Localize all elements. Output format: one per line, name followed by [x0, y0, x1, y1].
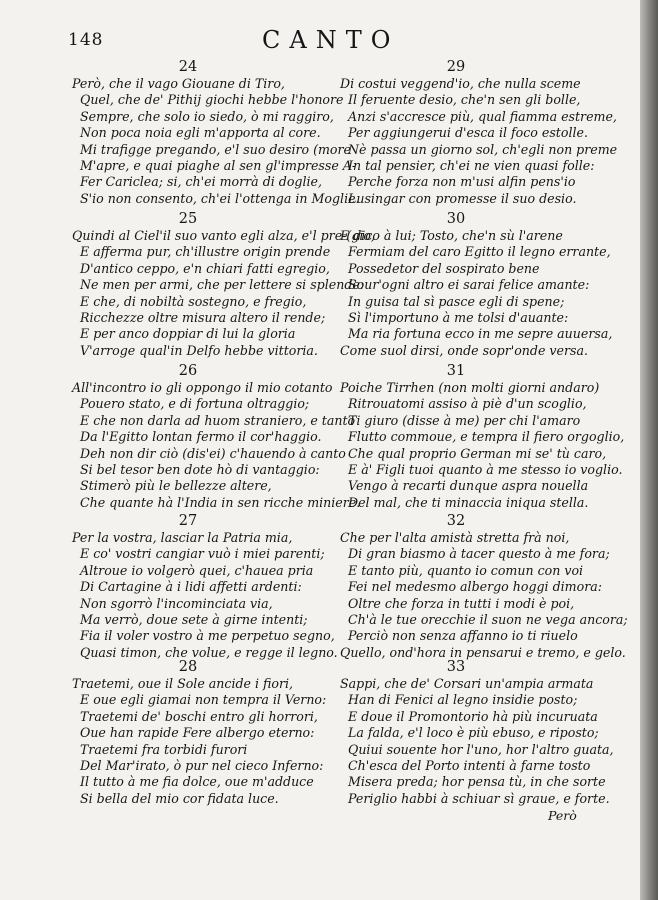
verse-line: La falda, e'l loco è più ebuso, e riposto;	[348, 725, 599, 741]
verse-line: Oltre che forza in tutti i modi è poi,	[348, 595, 575, 611]
verse-line: Anzi s'accresce più, qual fiamma estreme,	[348, 108, 617, 124]
stanza	[72, 658, 334, 807]
verse-line: Ma verrò, doue sete à girne intenti;	[80, 611, 308, 627]
verse-line: Si bella del mio cor fidata luce.	[80, 790, 279, 806]
verse-line: Altroue io volgerò quei, c'hauea pria	[80, 562, 314, 578]
verse-line: Di gran biasmo à tacer questo à me fora;	[348, 546, 610, 562]
verse-line: Ritrouatomi assiso à piè d'un scoglio,	[348, 396, 587, 412]
verse-line: Quello, ond'hora in pensarui e tremo, e gelo.	[340, 644, 626, 660]
verse-line: Sempre, che solo io siedo, ò mi raggiro,	[80, 108, 334, 124]
page-edge-shadow	[640, 0, 658, 900]
page-number: 148	[68, 30, 104, 50]
verse-line: E afferma pur, ch'illustre origin prende	[80, 244, 331, 260]
verse-line: Nè passa un giorno sol, ch'egli non preme	[348, 141, 618, 157]
verse-line: Ch'à le tue orecchie il suon ne vega ancora;	[348, 611, 628, 627]
verse-line: Possedetor del sospirato bene	[348, 260, 540, 276]
verse-line: All'incontro io gli oppongo il mio cotanto	[72, 380, 333, 395]
verse-line: Mi trafigge pregando, e'l suo desiro (more	[80, 141, 351, 157]
stanza	[340, 210, 613, 359]
stanza-number: 27	[178, 513, 198, 529]
verse-line: Quasi timon, che volue, e regge il legno.	[80, 644, 338, 660]
verse-line: Fermiam del caro Egitto il legno errante,	[348, 244, 611, 260]
verse-line: Che qual proprio German mi se' tù caro,	[348, 445, 607, 461]
verse-line: Ti giuro (disse à me) per chi l'amaro	[348, 412, 581, 428]
stanza	[340, 512, 628, 661]
verse-line: E che, di nobiltà sostegno, e fregio,	[80, 293, 307, 309]
stanza	[340, 58, 618, 207]
verse-line: E per anco doppiar di lui la gloria	[80, 326, 296, 342]
verse-line: Misera preda; hor pensa tù, in che sorte	[348, 774, 606, 790]
verse-line: Oue han rapide Fere albergo eterno:	[80, 725, 315, 741]
verse-line: Sappi, che de' Corsari un'ampia armata	[340, 676, 594, 691]
verse-line: Poiche Tirrhen (non molti giorni andaro)	[340, 380, 600, 395]
stanza-number: 29	[446, 59, 466, 75]
verse-line: E co' vostri cangiar vuò i miei parenti;	[80, 546, 325, 562]
verse-line: Il feruente desio, che'n sen gli bolle,	[348, 92, 581, 108]
verse-line: Perciò non senza affanno io ti riuelo	[348, 628, 578, 644]
stanza-number: 28	[178, 659, 198, 675]
verse-line: Ne men per armi, che per lettere si splende:	[80, 277, 365, 293]
verse-line: E tanto più, quanto io comun con voi	[348, 562, 584, 578]
verse-line: Flutto commoue, e tempra il fiero orgoglio,	[348, 429, 625, 445]
stanza	[340, 362, 625, 511]
verse-line: Sì l'importuno à me tolsi d'auante:	[348, 309, 569, 325]
verse-line: Il tutto à me fia dolce, oue m'adduce	[80, 774, 314, 790]
verse-line: Traetemi de' boschi entro gli horrori,	[80, 708, 318, 724]
verse-line: Traetemi, oue il Sole ancide i fiori,	[72, 676, 294, 691]
verse-line: Sour'ogni altro ei sarai felice amante:	[348, 277, 590, 293]
verse-line: Di Cartagine à i lidi affetti ardenti:	[80, 579, 302, 595]
verse-line: Perche forza non m'usi alfin pens'io	[348, 174, 576, 190]
stanza-number: 30	[446, 211, 466, 227]
verse-line: Per aggiungerui d'esca il foco estolle.	[348, 125, 588, 141]
verse-line: Vengo à recarti dunque aspra nouella	[348, 478, 589, 494]
verse-line: Quiui souente hor l'uno, hor l'altro guata,	[348, 741, 614, 757]
verse-line: Traetemi fra torbidi furori	[80, 741, 248, 757]
verse-line: Quel, che de' Pithij giochi hebbe l'honore	[80, 92, 344, 108]
stanza-number: 26	[178, 363, 198, 379]
stanza-number: 25	[178, 211, 198, 227]
verse-line: In guisa tal sì pasce egli di spene;	[348, 293, 565, 309]
verse-line: Deh non dir ciò (dis'ei) c'hauendo à canto	[80, 445, 346, 461]
stanza-number: 32	[446, 513, 466, 529]
verse-line: Del mal, che ti minaccia iniqua stella.	[348, 494, 589, 510]
verse-line: Per la vostra, lasciar la Patria mia,	[72, 530, 293, 545]
catchword: Però	[548, 808, 577, 823]
verse-line: E oue egli giamai non tempra il Verno:	[80, 692, 327, 708]
verse-line: Ma ria fortuna ecco in me sepre auuersa,	[348, 326, 613, 342]
stanza-number: 24	[178, 59, 198, 75]
verse-line: Non sgorrò l'incominciata via,	[80, 595, 273, 611]
verse-line: Come suol dirsi, onde sopr'onde versa.	[340, 342, 588, 358]
stanza	[72, 512, 338, 661]
running-head: CANTO	[262, 26, 400, 54]
verse-line: Ch'esca del Porto intenti à farne tosto	[348, 757, 591, 773]
stanza-number: 33	[446, 659, 466, 675]
verse-line: Non poca noia egli m'apporta al core.	[80, 125, 321, 141]
verse-line: D'antico ceppo, e'n chiari fatti egregio,	[80, 260, 330, 276]
verse-line: Fer Cariclea; si, ch'ei morrà di doglie,	[80, 174, 322, 190]
verse-line: Di costui veggend'io, che nulla sceme	[340, 76, 581, 91]
verse-line: Pouero stato, e di fortuna oltraggio;	[80, 396, 310, 412]
verse-line: Del Mar'irato, ò pur nel cieco Inferno:	[80, 757, 324, 773]
stanza-number: 31	[446, 363, 466, 379]
verse-line: Fei nel medesmo albergo hoggi dimora:	[348, 579, 602, 595]
verse-line: E dico à lui; Tosto, che'n sù l'arene	[340, 228, 563, 243]
verse-line: Però, che il vago Giouane di Tiro,	[72, 76, 285, 91]
verse-line: S'io non consento, ch'ei l'ottenga in Moglie.	[80, 190, 360, 206]
verse-line: Da l'Egitto lontan fermo il cor'haggio.	[80, 429, 322, 445]
verse-line: M'apre, e quai piaghe al sen gl'impresse A-	[80, 157, 357, 173]
verse-line: In tal pensier, ch'ei ne vien quasi folle:	[348, 157, 595, 173]
verse-line: Si bel tesor ben dote hò di vantaggio:	[80, 461, 320, 477]
verse-line: Han di Fenici al legno insidie posto;	[348, 692, 578, 708]
stanza	[72, 58, 360, 207]
verse-line: Fia il voler vostro à me perpetuo segno,	[80, 628, 335, 644]
verse-line: Quindi al Ciel'il suo vanto egli alza, e'l pre-(gio,	[72, 228, 375, 243]
verse-line: Periglio habbi à schiuar sì graue, e forte.	[348, 790, 610, 806]
verse-line: Stimerò più le bellezze altere,	[80, 478, 272, 494]
stanza	[340, 658, 614, 807]
verse-line: E à' Figli tuoi quanto à me stesso io voglio.	[348, 461, 623, 477]
verse-line: E che non darla ad huom straniero, e tanto	[80, 412, 356, 428]
verse-line: E doue il Promontorio hà più incuruata	[348, 708, 598, 724]
verse-line: Che per l'alta amistà stretta frà noi,	[340, 530, 570, 545]
stanza	[72, 362, 361, 511]
stanza	[72, 210, 375, 359]
verse-line: V'arroge qual'in Delfo hebbe vittoria.	[80, 342, 318, 358]
verse-line: Che quante hà l'India in sen ricche miniere.	[80, 494, 361, 510]
verse-line: Lusingar con promesse il suo desio.	[348, 190, 577, 206]
verse-line: Ricchezze oltre misura altero il rende;	[80, 309, 326, 325]
